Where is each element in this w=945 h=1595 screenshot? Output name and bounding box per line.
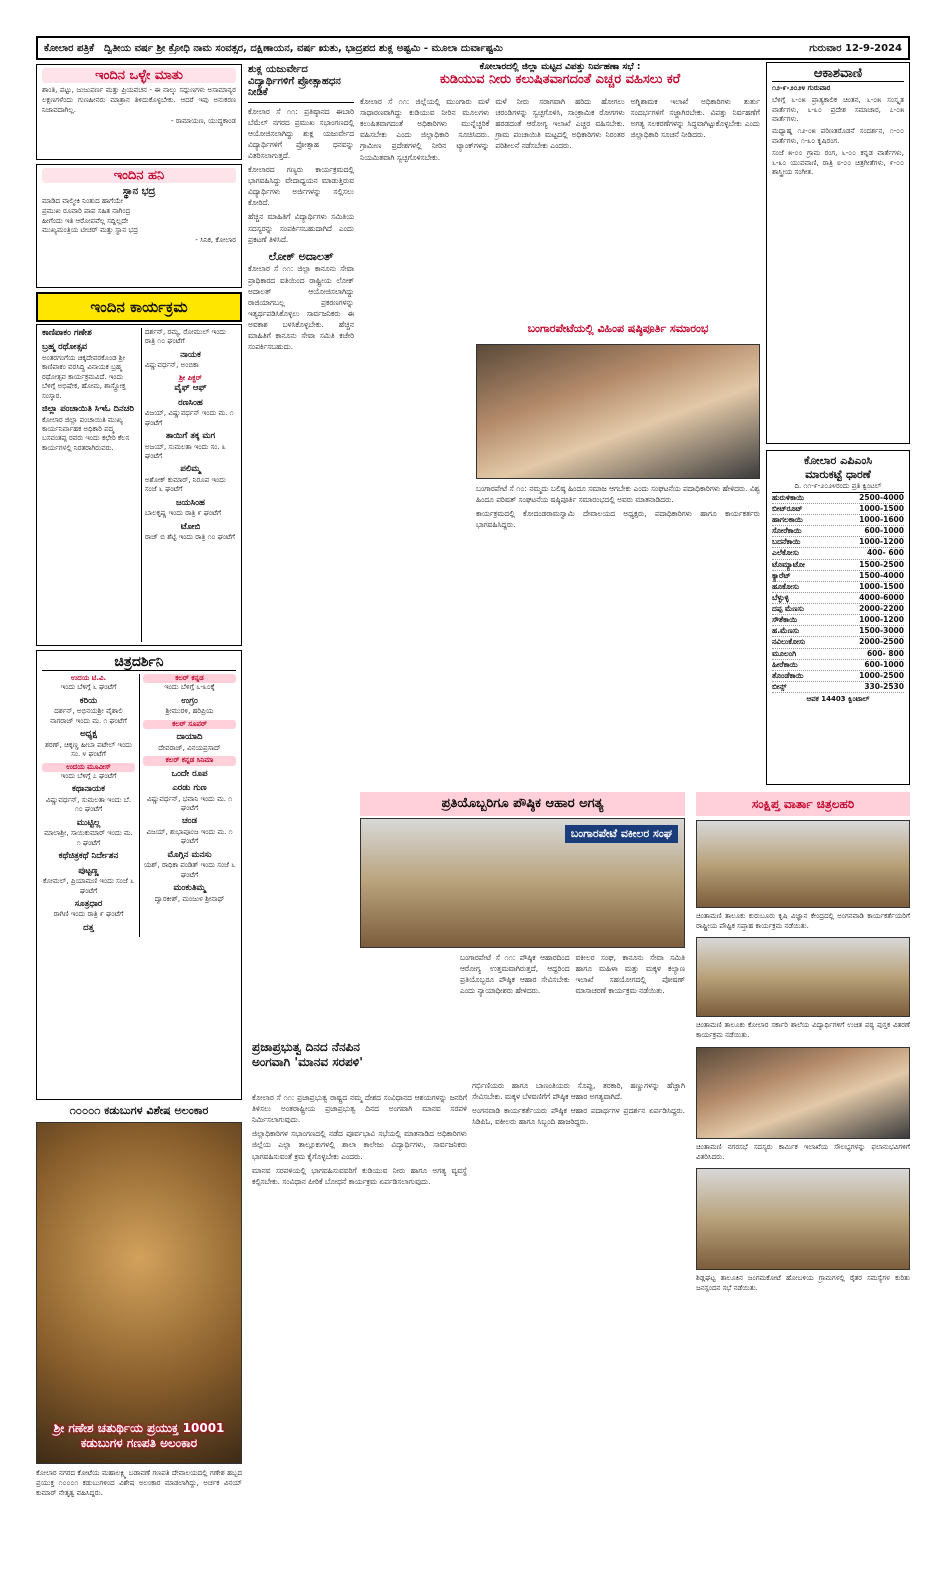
cinema-item: ಮೊಗ್ಗಿನ ಮನಸು ಯಶ್, ರಾಧಿಕಾ ಪಂಡಿತ್ ಇಂದು ಸಂಜೆ ೬ ಘಂಟೆಗೆ [143, 849, 236, 879]
democracy-headline: ಪ್ರಜಾಪ್ರಭುತ್ವ ದಿನದ ನೆನಪಿನ [252, 1040, 360, 1054]
vhp-photo [476, 344, 760, 479]
apmc-row [772, 649, 904, 660]
apmc-row [772, 682, 904, 693]
programs-left-col [42, 328, 137, 642]
apmc-item: ಬೀನ್ಸ್ [772, 681, 787, 691]
yajur-para: ಕೋಲಾರದ ಗಣ್ಯರು ಕಾರ್ಯಕ್ರಮದಲ್ಲಿ ಭಾಗವಹಿಸಿದ್ದು ವೇದಾಧ್ಯಯನ ಮಾಡುತ್ತಿರುವ ವಿದ್ಯಾರ್ಥಿಗಳು ಅರ್ಜಿಗಳನ್ನು ಸಲ್ಲಿಸಲು ಕೋರಿದೆ. [248, 165, 354, 208]
nutrition-banner: ಬಂಗಾರಪೇಟೆ ವಕೀಲರ ಸಂಘ [565, 825, 678, 843]
nutrition-body-cont [472, 1080, 685, 1562]
cinema-right-col [139, 674, 236, 937]
apmc-price: 1500-4000 [859, 570, 904, 580]
good-word-source: - ರಾಮಾಯಣ, ಯುದ್ಧಕಾಂಡ [171, 117, 236, 126]
nutrition-para: ಬಂಗಾರಪೇಟೆ ಸೆ ೧೧: ಪೌಷ್ಠಿಕ ಆಹಾರದಿಂದ ಆರೋಗ್ಯ ಉತ್ತಮವಾಗಿರುತ್ತದೆ, ಆದ್ದರಿಂದ ಪ್ರತಿಯೊಬ್ಬರೂ ಪೌಷ್ಠಿಕ ಆಹಾರ ಸೇವಿಸಬೇಕು ಎಂದು ನ್ಯಾಯಾಧೀಶರು ಹೇಳಿದರು. [460, 953, 570, 996]
paper-name: ಕೋಲಾರ ಪತ್ರಿಕೆ [44, 42, 94, 54]
cinema-left-col [42, 674, 135, 937]
ganesha-caption: ಕೋಲಾರ ನಗರದ ಕೋಟೆಯ ಮಹಾಲಕ್ಷ್ಮಿ ಬಡಾವಣೆ ಗಣಪತಿ ದೇವಾಲಯದಲ್ಲಿ ಗಣೇಶ ಹಬ್ಬದ ಪ್ರಯುಕ್ತ ೧೦೦೦೧ ಕಡುಬುಗಳಿಂದ ವಿಶೇಷ ಅಲಂಕಾರ ಮಾಡಲಾಗಿದ್ದು, ಅರ್ಚಕ ವಿನಯ್ ಕುಮಾರ್ ನೇತೃತ್ವ ವಹಿಸಿದ್ದರು. [36, 1469, 242, 1498]
panchanga-line: ದ್ವಿತೀಯ ವರ್ಷ ಶ್ರೀ ಕ್ರೋಧಿ ನಾಮ ಸಂವತ್ಸರ, ದಕ್ಷಿಣಾಯನ, ವರ್ಷ ಋತು, ಭಾದ್ರಪದ ಶುಕ್ಲ ಅಷ್ಟಮಿ - ಮೂಲಾ ದುರ್ವಾಷ್ಟಮಿ [103, 42, 503, 54]
apmc-row [772, 526, 904, 537]
apmc-row [772, 604, 904, 615]
apmc-price: 1000-1200 [859, 615, 904, 625]
program-item: ಕಾಣಿಪಾಕಂ ಗಣೇಶ [42, 328, 92, 338]
honey-line: ಪ್ರಮುಖ ರೂವಾರಿ ಪಾಪ ಸಹಿತ ನಾಗಿಂದ್ರ [42, 206, 131, 215]
apmc-row [772, 637, 904, 648]
yajur-article [248, 64, 354, 664]
apmc-unit: ದಿ. ೧೧-೯-೨೦೨೪ರಂದು ಪ್ರತಿ ಕ್ವಿಂಟಲ್ [772, 482, 904, 493]
democracy-para: ಮಾನವ ಸರಪಳಿಯಲ್ಲಿ ಭಾಗವಹಿಸುವವರಿಗೆ ಕುಡಿಯುವ ನೀರು ಹಾಗೂ ಅಗತ್ಯ ವ್ಯವಸ್ಥೆ ಕಲ್ಪಿಸಬೇಕು. ಸಂವಿಧಾನ ಪೀಠಿಕೆ ಬೋಧನೆ ಕಾರ್ಯಕ್ರಮ ಏರ್ಪಡಿಸಲಾಗುವುದು. [252, 1165, 467, 1186]
brief-photo [696, 937, 910, 1017]
apmc-item: ಹೀರೆಕಾಯಿ [772, 659, 798, 669]
cinema-item: ಉದಯ ಟಿ.ವಿ. ಇಂದು ಬೆಳಿಗ್ಗೆ ೬ ಘಂಟೆಗೆ [60, 674, 117, 692]
masthead [36, 36, 910, 60]
apmc-row [772, 615, 904, 626]
main-kicker: ಕೋಲಾರದಲ್ಲಿ ಜಿಲ್ಲಾ ಮಟ್ಟದ ವಿಪತ್ತು ನಿರ್ವಹಣಾ ಸಭೆ : [479, 62, 641, 72]
apmc-row [772, 571, 904, 582]
democracy-headline-block [252, 1040, 472, 1090]
yajur-para: ಕೋಲಾರ ಸೆ ೧೧: ಪ್ರತಿಷ್ಠಾನದ ಈಬಾರಿ ಬೆಮೆಲ್ ನಗರದ ಪ್ರಮುಖ ಸಭಾಂಗಣದಲ್ಲಿ ಆಯೋಜಿಸಲಾಗಿದ್ದು ಶುಕ್ಲ ಯಜುರ್ವೇದ ವಿದ್ಯಾರ್ಥಿಗಳಿಗೆ ಪ್ರೋತ್ಸಾಹ ಧನವನ್ನು ವಿತರಿಸಲಾಗುತ್ತದೆ. [248, 106, 354, 160]
apmc-price: 600-1000 [864, 526, 904, 536]
honey-title: ಇಂದಿನ ಹನಿ [42, 168, 236, 183]
apmc-item: ಸೌತೆಕಾಯಿ [772, 615, 798, 625]
program-item: ಟೋಬಿ ರಾಜ್ ಬಿ ಶೆಟ್ಟಿ ಇಂದು ರಾತ್ರಿ ೧೦ ಘಂಟೆಗೆ [144, 521, 235, 542]
apmc-price: 600- 800 [866, 648, 904, 658]
radio-line: ಮಧ್ಯಾಹ್ನ ೧೨-೦೫ ಪರಿಣತರೊಡನೆ ಸಂದರ್ಶನ, ೧-೦೦ ವಾರ್ತೆಗಳು, ೧-೩೦ ಕೃಷಿರಂಗ. [772, 127, 904, 145]
democracy-body [252, 1092, 467, 1562]
cinema-item: ಅಧ್ಯಕ್ಷ ಶರಣ್, ಚಿಕ್ಕಣ್ಣ ಹೀಬಾ ಪಟೇಲ್ ಇಂದು ಸಂ. ೪ ಘಂಟೆಗೆ [45, 729, 132, 759]
apmc-price: 2000-2200 [859, 604, 904, 614]
programs-right-col [141, 328, 236, 642]
apmc-price: 1000-1500 [859, 581, 904, 591]
cinema-item: ಕಲರ್ ಸೂಪರ್ [143, 720, 236, 729]
cinema-item: ಉಗ್ರಂ ಶ್ರೀಮುರಳಿ, ಹರಿಪ್ರಿಯ [165, 695, 214, 716]
adalat-headline: ಲೋಕ್ ಅದಾಲತ್ [268, 249, 334, 263]
brief-caption: ಚಿಂತಾಮಣಿ ನಗರಸಭೆ ಸದಸ್ಯರು ಕಾರ್ಮಿಕ ಇಲಾಖೆಯ ಸೌಲಭ್ಯಗಳನ್ನು ಫಲಾನುಭವಿಗಳಿಗೆ ವಿತರಿಸಿದರು. [696, 1142, 910, 1161]
apmc-item: ಬೀಟ್‌ರೂಟ್ [772, 503, 803, 513]
cinema-item: ಕಥೆಚಿತ್ರಕಥೆ ನಿರ್ದೇಶನ [58, 851, 119, 862]
radio-line: ಬೆಳಿಗ್ಗೆ ೬-೦೫ ಪ್ರಾತ್ಯಕಾಲಿಕ ಚಿಂತನ, ೬-೦೫ ಸಂಸ್ಕೃತ ವಾರ್ತೆಗಳು, ೬-೩೦ ಪ್ರದೇಶ ಸಮಾಚಾರ, ೭-೦೫ ವಾರ್ತೆಗಳು. [772, 95, 904, 124]
program-item: ದರ್ಶನ್, ರಮ್ಯ, ರೋಮುಲ್ ಇಂದು ರಾತ್ರಿ ೧೦ ಘಂಟೆಗೆ [144, 328, 227, 346]
program-item: ತಾಯಿಗೆ ತಕ್ಕ ಮಗ ಅಜಯ್, ಸುಮಲತಾ ಇಂದು ಸಂ. ೩ ಘಂಟೆಗೆ [144, 431, 226, 460]
main-story-body [360, 96, 760, 318]
democracy-para: ಕೋಲಾರ ಸೆ ೧೧: ಪ್ರಜಾಪ್ರಭುತ್ವ ರಾಷ್ಟ್ರದ ನಮ್ಮ ದೇಶದ ಸಂವಿಧಾನದ ಆಶಯಗಳನ್ನು ಜನರಿಗೆ ತಿಳಿಸಲು ಅಂತರಾಷ್ಟ್ರೀಯ ಪ್ರಜಾಪ್ರಭುತ್ವ ದಿನದ ಅಂಗವಾಗಿ ಮಾನವ ಸರಪಳಿ ನಿರ್ಮಿಸಲಾಗುವುದು. [252, 1093, 467, 1125]
apmc-price: 1000-1600 [859, 515, 904, 525]
radio-header: ೧೨-೯-೨೦೨೪ ಗುರುವಾರ [772, 84, 831, 92]
adalat-para: ಕೋಲಾರ ಸೆ ೧೧: ಜಿಲ್ಲಾ ಕಾನೂನು ಸೇವಾ ಪ್ರಾಧಿಕಾರದ ವತಿಯಿಂದ ರಾಷ್ಟ್ರೀಯ ಲೋಕ್ ಅದಾಲತ್ ಆಯೋಜಿಸಲಾಗಿದ್ದು ರಾಜಿಯಾಗಬಲ್ಲ ಪ್ರಕರಣಗಳನ್ನು ಇತ್ಯರ್ಥಪಡಿಸಿಕೊಳ್ಳಲು ಸಾರ್ವಜನಿಕರು ಈ ಅವಕಾಶ ಬಳಸಿಕೊಳ್ಳಬೇಕು. ಹೆಚ್ಚಿನ ಮಾಹಿತಿಗೆ ಕಾನೂನು ಸೇವಾ ಸಮಿತಿ ಕಚೇರಿ ಸಂಪರ್ಕಿಸಬಹುದು. [248, 264, 354, 352]
apmc-item: ದಪ್ಪ ಮೆಣಸು [772, 604, 804, 614]
program-item: ಜಿಲ್ಲಾ ಪಂಚಾಯಿತಿ ಸಿಇಓ ದಿನಚರಿ ಕೋಲಾರ ಜಿಲ್ಲಾ ಪಂಚಾಯಿತಿ ಮುಖ್ಯ ಕಾರ್ಯನಿರ್ವಾಹಕ ಅಧಿಕಾರಿ ಪದ್ಮ ಬಸವಂತಪ್ಪ ರವರು ಇಂದು ಕಛೇರಿ ಕೆಲಸ ಕಾರ್ಯಗಳಲ್ಲಿ ನಿರತರಾಗಿರುವರು. [42, 404, 135, 452]
honey-line: ಮುಖ್ಯಮಂತ್ರಿಯ ಟೀಚರ್ ಮತ್ತು ಸ್ಥಾನ ಭದ್ರ [42, 226, 139, 235]
programs-title: ಇಂದಿನ ಕಾರ್ಯಕ್ರಮ [36, 292, 242, 322]
cinema-item: ಪುಟ್ಟಣ್ಣ ಕೋಮಲ್, ಪ್ರಿಯಾಮಣಿ ಇಂದು ಸಂಜೆ ೬ ಘಂಟೆಗೆ [43, 865, 134, 895]
apmc-row [772, 671, 904, 682]
cinema-item: ಮಂಕುತಿಮ್ಮ ದ್ವಾರಕೀಶ್, ಮಂಜುಳ ಶ್ರೀನಾಥ್ [154, 883, 225, 903]
nutrition-headline: ಪ್ರತಿಯೊಬ್ಬರಿಗೂ ಪೌಷ್ಠಿಕ ಆಹಾರ ಅಗತ್ಯ [360, 792, 685, 816]
apmc-item: ಹುರುಳಿಕಾಯಿ [772, 492, 805, 502]
democracy-para: ಜಿಲ್ಲಾಧಿಕಾರಿಗಳ ಸಭಾಂಗಣದಲ್ಲಿ ನಡೆದ ಪೂರ್ವಭಾವಿ ಸಭೆಯಲ್ಲಿ ಮಾತನಾಡಿದ ಅಧಿಕಾರಿಗಳು ಜಿಲ್ಲೆಯ ಎಲ್ಲಾ ತಾಲ್ಲೂಕುಗಳಲ್ಲಿ ಶಾಲಾ ಕಾಲೇಜು ವಿದ್ಯಾರ್ಥಿಗಳು, ಸಾರ್ವಜನಿಕರು ಭಾಗವಹಿಸುವಂತೆ ಕ್ರಮ ಕೈಗೊಳ್ಳಬೇಕು ಎಂದರು. [252, 1129, 467, 1161]
ganesha-overlay: ಶ್ರೀ ಗಣೇಶ ಚತುರ್ಥಿಯ ಪ್ರಯುಕ್ತ 10001 ಕಡುಬುಗಳ ಗಣಪತಿ ಅಲಂಕಾರ [53, 1421, 225, 1450]
cinema-item: ದತ್ತ [83, 922, 94, 933]
good-word-title: ಇಂದಿನ ಒಳ್ಳೇ ಮಾತು [42, 68, 236, 83]
radio-box [766, 62, 910, 444]
apmc-row [772, 537, 904, 548]
apmc-price: 330-2530 [864, 681, 904, 691]
apmc-price: 2000-2500 [859, 637, 904, 647]
apmc-row [772, 582, 904, 593]
apmc-item: ಸೋರೆಕಾಯಿ [772, 526, 802, 536]
radio-line: ಸಂಜೆ ೫-೦೦ ಗ್ರಾಮ ರಂಗ, ೬-೦೦ ಕನ್ನಡ ವಾರ್ತೆಗಳು, ೬-೩೦ ಯುವವಾಣಿ, ರಾತ್ರಿ ೮-೦೦ ಚಿತ್ರಗೀತೆಗಳು, ೯-೦೦ ಶಾಸ್ತ್ರೀಯ ಸಂಗೀತ. [772, 148, 904, 177]
good-word-box [36, 64, 242, 160]
apmc-row [772, 515, 904, 526]
radio-title: ಆಕಾಶವಾಣಿ [772, 66, 904, 82]
nutrition-photo [360, 818, 685, 948]
apmc-price: 600-1000 [864, 659, 904, 669]
nutrition-para: ಅಂಗನವಾಡಿ ಕಾರ್ಯಕರ್ತೆಯರು ಪೌಷ್ಠಿಕ ಆಹಾರ ಪದಾರ್ಥಗಳ ಪ್ರದರ್ಶನ ಏರ್ಪಡಿಸಿದ್ದರು. ಸಿಡಿಪಿಓ, ವಕೀಲರು ಹಾಗೂ ಸಿಬ್ಬಂದಿ ಹಾಜರಿದ್ದರು. [472, 1106, 685, 1127]
apmc-item: ನವಿಲುಕೋಸು [772, 637, 806, 647]
briefs-headline: ಸಂಕ್ಷಿಪ್ತ ವಾರ್ತಾ ಚಿತ್ರಲಹರಿ [696, 792, 910, 816]
brief-caption: ಚಿಂತಾಮಣಿ ತಾಲೂಕು ಕೋಲಾರ ಸರ್ಕಾರಿ ಶಾಲೆಯ ವಿದ್ಯಾರ್ಥಿಗಳಿಗೆ ಉಚಿತ ಪಠ್ಯ ಪುಸ್ತಕ ವಿತರಣೆ ಕಾರ್ಯಕ್ರಮ ನಡೆಯಿತು. [696, 1021, 910, 1040]
vhp-para: ಬಂಗಾರಪೇಟೆ ಸೆ ೧೦: ನಮ್ಮದು ಬಲಿಷ್ಠ ಹಿಂದೂ ಸಮಾಜ ಆಗಬೇಕು ಎಂದು ಸಂಘಟನೆಯ ಪದಾಧಿಕಾರಿಗಳು ಹೇಳಿದರು. ವಿಶ್ವ ಹಿಂದೂ ಪರಿಷತ್ ಸಂಘಟನೆಯ ಷಷ್ಠಿಪೂರ್ತಿ ಸಮಾರಂಭದಲ್ಲಿ ಅವರು ಮಾತನಾಡಿದರು. [476, 484, 760, 505]
honey-author: - ಸಿನಿಕ, ಕೋಲಾರ [195, 236, 236, 245]
apmc-row [772, 660, 904, 671]
apmc-price: 2500-4000 [859, 492, 904, 502]
program-item: ನಾಯಕ ವಿಷ್ಣುವರ್ಧನ್, ಅಂಬಿಕಾ [144, 349, 201, 370]
apmc-item: ಹ.ಮೆಣಸು [772, 626, 800, 636]
main-para: ಕೋಲಾರ ಸೆ ೧೧: ಜಿಲ್ಲೆಯಲ್ಲಿ ಮುಂಗಾರು ಮಳೆ ಸಾಧಾರಣವಾಗಿದ್ದು ಕುಡಿಯುವ ನೀರಿನ ಮೂಲಗಳು ಕಲುಷಿತವಾಗದಂತೆ ಅಧಿಕಾರಿಗಳು ಮುನ್ನೆಚ್ಚರಿಕೆ ವಹಿಸಬೇಕು ಎಂದು ಜಿಲ್ಲಾಧಿಕಾರಿ ಸೂಚಿಸಿದರು. ಗ್ರಾಮೀಣ ಪ್ರದೇಶಗಳಲ್ಲಿ ನೀರಿನ ಟ್ಯಾಂಕ್‌ಗಳನ್ನು ನಿಯಮಿತವಾಗಿ ಸ್ವಚ್ಛಗೊಳಿಸಬೇಕು. [360, 97, 490, 162]
apmc-row [772, 504, 904, 515]
brief-photo [696, 1168, 910, 1270]
cinema-title: ಚಿತ್ರದರ್ಶಿನಿ [42, 654, 236, 671]
apmc-item: ಹಾಗಲಕಾಯಿ [772, 515, 803, 525]
cinema-item: ಕಲರ್ ಕನ್ನಡ ಸಿನಿಮಾ [143, 756, 236, 765]
apmc-price: 1500-2500 [859, 559, 904, 569]
cinema-item: ಮುಟ್ಟಿಲ್ಲ ಮಾಲಾಶ್ರೀ, ಸಾಯಿಕುಮಾರ್ ಇಂದು ಮ. ೧ ಘಂಟೆಗೆ [44, 817, 133, 847]
apmc-box [766, 450, 910, 785]
vhp-headline: ಬಂಗಾರಪೇಟೆಯಲ್ಲಿ ವಿಹಿಂಪ ಷಷ್ಠಿಪೂರ್ತಿ ಸಮಾರಂಭ [527, 322, 709, 335]
cinema-item: ದಾಯಾದಿ ದೇವರಾಜ್, ವಿನಯಪ್ರಸಾದ್ [158, 732, 221, 752]
apmc-item: ಬದನೆಕಾಯಿ [772, 537, 801, 547]
ganesha-photo [36, 1122, 242, 1464]
apmc-item: ತೊಂಡೆಕಾಯಿ [772, 670, 804, 680]
honey-box [36, 164, 242, 288]
brief-caption: ಚಿಂತಾಮಣಿ ತಾಲೂಕು ಕುರುಬೂರು ಕೃಷಿ ವಿಜ್ಞಾನ ಕೇಂದ್ರದಲ್ಲಿ ಅಂಗನವಾಡಿ ಕಾರ್ಯಕರ್ತೆಯರಿಗೆ ರಾಷ್ಟ್ರೀಯ ಪೌಷ್ಟಿಕ ಸಪ್ತಾಹ ಕಾರ್ಯಕ್ರಮ ನಡೆಯಿತು. [696, 912, 910, 931]
cinema-item: ಚಂಡ ವಿಜಯ್, ಶುಭಾಪೂಂಜ ಇಂದು ಮ. ೧ ಘಂಟೆಗೆ [146, 816, 233, 846]
apmc-price: 1500-3000 [859, 626, 904, 636]
good-word-text: ಶಾಂತಿ, ಪಟ್ಟು, ಜುಜುಪರ್ಣ ಮತ್ತು ಪ್ರಿಯವಚನ - ಈ ನಾಲ್ಕು ಸದ್ಗುಣಗಳು ಅಸಾಮಾನ್ಯರ ಲಕ್ಷಣಗಳೆಂದು ಗುಣಹೀನರು ಮಾತ್ರಾನ ತಿಳಿದುಕೊಳ್ಳಬೇಕು. ಆದರೆ ಇವು ಅನುಕರಣ ನಿಜಾವದಾಗಿಲ್ಲ. [42, 86, 236, 114]
main-para: ಅಗ್ನಿಶಾಮಕ ಇಲಾಖೆ ಅಧಿಕಾರಿಗಳು ತುರ್ತು ಸಂದರ್ಭಗಳಿಗೆ ಸಜ್ಜಾಗಿರಬೇಕು. ವಿಪತ್ತು ನಿರ್ವಹಣೆಗೆ ಅಗತ್ಯ ಸಲಕರಣೆಗಳನ್ನು ಸಿದ್ಧವಾಗಿಟ್ಟುಕೊಳ್ಳಬೇಕು ಎಂದು ಜಿಲ್ಲಾಧಿಕಾರಿ ಸೂಚನೆ ನೀಡಿದರು. [630, 97, 760, 140]
nutrition-para: ಗರ್ಭಿಣಿಯರು ಹಾಗೂ ಬಾಣಂತಿಯರು ಸೊಪ್ಪು, ತರಕಾರಿ, ಹಣ್ಣುಗಳನ್ನು ಹೆಚ್ಚಾಗಿ ಸೇವಿಸಬೇಕು. ಮಕ್ಕಳ ಬೆಳವಣಿಗೆಗೆ ಪೌಷ್ಠಿಕ ಆಹಾರ ಅಗತ್ಯವಾಗಿದೆ. [472, 1081, 685, 1102]
cinema-item: ಕಲರ್ ಕನ್ನಡ ಇಂದು ಬೆಳಿಗ್ಗೆ ೬-೩೦ಕ್ಕೆ [143, 674, 236, 693]
honey-line: ಹೀಗೆಂದು ಇತಿ ಆರೋಪವೆಲ್ಲ ಸದ್ದಿಲ್ಲದೇ [42, 216, 129, 225]
cinema-item: ಸೂತ್ರಧಾರ ರಾಗಿಣಿ ಇಂದು ರಾತ್ರಿ ೯ ಘಂಟೆಗೆ [53, 898, 124, 919]
apmc-item: ಕ್ಯಾರೆಟ್ [772, 570, 791, 580]
main-headline: ಕುಡಿಯುವ ನೀರು ಕಲುಷಿತವಾಗದಂತೆ ಎಚ್ಚರ ವಹಿಸಲು ಕರೆ [439, 72, 681, 87]
honey-line: ಮಾಡಿದ ವಾಲ್ಮೀಕಿ ನಿಂತುದ ಹಾಗೆಯೇ [42, 197, 124, 205]
apmc-price: 4000-6000 [859, 592, 904, 602]
apmc-table [772, 493, 904, 693]
apmc-item: ಮೂಲಂಗಿ [772, 648, 797, 658]
apmc-price: 400- 600 [866, 548, 904, 558]
yajur-para: ಹೆಚ್ಚಿನ ಮಾಹಿತಿಗೆ ವಿದ್ಯಾರ್ಥಿಗಳು ಸಮಿತಿಯ ಸದಸ್ಯರನ್ನು ಸಂಪರ್ಕಿಸಬಹುದಾಗಿದೆ ಎಂದು ಪ್ರಕಟಣೆ ತಿಳಿಸಿದೆ. [248, 212, 354, 244]
democracy-headline: ಅಂಗವಾಗಿ 'ಮಾನವ ಸರಪಳಿ' [252, 1055, 363, 1069]
cinema-item: ಕಥಾನಾಯಕ ವಿಷ್ಣುವರ್ಧನ್, ಸುಮಲತಾ ಇಂದು ಬೆ. ೧೦ ಘಂಟೆಗೆ [45, 784, 132, 814]
program-item: ಶ್ರೀ ಪಿಕ್ಚರ್ ವೈಫ್ ಆಫ್ [174, 373, 207, 394]
apmc-row [772, 560, 904, 571]
program-item: ರಣಸಿಂಹ ವಿಜಯ್, ವಿಷ್ಣುವರ್ಧನ್ ಇಂದು ಮ. ೧ ಘಂಟೆಗೆ [144, 397, 234, 427]
brief-caption: ಶಿಡ್ಲಘಟ್ಟ ತಾಲೂಕಿನ ಜಂಗಮಕೋಟೆ ಹೋಬಳಿಯ ಗ್ರಾಮಗಳಲ್ಲಿ ರೈತರ ಸಮಸ್ಯೆಗಳ ಕುರಿತು ಜನಸ್ಪಂದನ ಸಭೆ ನಡೆಯಿತು. [696, 1273, 910, 1292]
cinema-item: ಎರಡು ಗುಣ ವಿಷ್ಣುವರ್ಧನ್, ಭವಾನಿ ಇಂದು ಮ. ೧ ಘಂಟೆಗೆ [146, 783, 233, 812]
programs-box [36, 324, 242, 646]
apmc-price: 1000-1200 [859, 537, 904, 547]
apmc-row [772, 626, 904, 637]
apmc-price: 1000-2500 [859, 670, 904, 680]
briefs-column [696, 820, 910, 1565]
brief-photo [696, 820, 910, 908]
apmc-subtitle: ಮಾರುಕಟ್ಟೆ ಧಾರಣೆ [805, 468, 871, 481]
honey-subtitle: ಸ್ಥಾನ ಭದ್ರ [122, 186, 156, 197]
apmc-item: ಬೆಳ್ಳುಳ್ಳಿ [772, 592, 789, 602]
vhp-body [476, 483, 760, 783]
nutrition-para: ವಕೀಲರ ಸಂಘ, ಕಾನೂನು ಸೇವಾ ಸಮಿತಿ ಹಾಗೂ ಮಹಿಳಾ ಮತ್ತು ಮಕ್ಕಳ ಕಲ್ಯಾಣ ಇಲಾಖೆ ಸಹಯೋಗದಲ್ಲಿ ಪೋಷಣ್ ಮಾಸಾಚರಣೆ ಕಾರ್ಯಕ್ರಮ ನಡೆಯಿತು. [575, 953, 685, 996]
brief-photo [696, 1047, 910, 1139]
apmc-row [772, 493, 904, 504]
cinema-item: ಒಂದೇ ರೂಪ [171, 768, 208, 779]
main-para: ಮಳೆ ನೀರು ಸರಾಗವಾಗಿ ಹರಿದು ಹೋಗಲು ಚರಂಡಿಗಳನ್ನು ಸ್ವಚ್ಛಗೊಳಿಸಿ, ಸಾಂಕ್ರಾಮಿಕ ರೋಗಗಳು ಹರಡದಂತೆ ಆರೋಗ್ಯ ಇಲಾಖೆ ಎಚ್ಚರ ವಹಿಸಬೇಕು. ಗ್ರಾಮ ಪಂಚಾಯಿತಿ ಮಟ್ಟದಲ್ಲಿ ಅಧಿಕಾರಿಗಳು ನಿರಂತರ ಪರಿಶೀಲನೆ ನಡೆಸಬೇಕು ಎಂದರು. [495, 97, 625, 151]
apmc-arrival: ಆವಕ 14403 ಕ್ವಿಂಟಾಲ್ [806, 695, 870, 704]
apmc-row [772, 593, 904, 604]
apmc-price: 1000-1500 [859, 503, 904, 513]
nutrition-body [460, 952, 685, 1072]
apmc-item: ಟೊಮ್ಯಾಟೋ [772, 559, 805, 569]
issue-date: ಗುರುವಾರ 12-9-2024 [809, 42, 902, 54]
vhp-para: ಕಾರ್ಯಕ್ರಮದಲ್ಲಿ ಕೋದಂಡರಾಮಸ್ವಾಮಿ ದೇವಾಲಯದ ಅಧ್ಯಕ್ಷರು, ಪದಾಧಿಕಾರಿಗಳು ಹಾಗೂ ಕಾರ್ಯಕರ್ತರು ಭಾಗವಹಿಸಿದ್ದರು. [476, 509, 760, 530]
cinema-item: ಕರಿಯ ದರ್ಶನ್, ಅಭಿನಯಶ್ರೀ ವೈಶಾಲಿ ನಾಗರಾಜ್ ಇಂದು ಮ. ೧ ಘಂಟೆಗೆ [50, 695, 127, 725]
yajur-headline: ಶುಕ್ಲ ಯಜುರ್ವೇದ ವಿದ್ಯಾರ್ಥಿಗಳಿಗೆ ಪ್ರೋತ್ಸಾಹಧನ ನೀಡಿಕೆ [248, 64, 341, 98]
apmc-row [772, 548, 904, 559]
program-item: ಬ್ರಹ್ಮ ರಥೋತ್ಸವ ಅಂತರಗಂಗೆಯ ಚಿಕ್ಕದೇವರಕೊಂಡ ಶ್ರೀ ಕಾಣಿಪಾಕಂ ವರಸಿದ್ಧಿ ವಿನಾಯಕ ಬ್ರಹ್ಮ ರಥೋತ್ಸವ ಕಾರ್ಯಕ್ರಮವಿದೆ. ಇಂದು ಬೆಳಿಗ್ಗೆ ಅಭಿಷೇಕ, ಹೋಮ, ಶಾಸ್ತ್ರೋಕ್ತ ಸಂಸ್ಕಾರ. [42, 342, 126, 400]
program-item: ಜಯಸಿಂಹ ಬಾಲಕೃಷ್ಣ ಇಂದು ರಾತ್ರಿ ೯ ಘಂಟೆಗೆ [144, 497, 222, 518]
program-item: ಪಲಿಮ್ಮ ಅಶೋಕ್ ಕುಮಾರ್, ನಿರೂಪ ಇಂದು ಸಂಜೆ ೬ ಘಂಟೆಗೆ [144, 464, 226, 494]
apmc-title: ಕೋಲಾರ ಎಪಿಎಂಸಿ [803, 454, 873, 467]
cinema-item: ಉದಯ ಮೂವೀಸ್ ಇಂದು ಬೆಳಿಗ್ಗೆ ೭ ಘಂಟೆಗೆ [42, 763, 135, 782]
apmc-item: ಹೂಕೋಸು [772, 581, 799, 591]
ganesha-box [36, 1104, 242, 1564]
ganesha-heading: ೧೦೦೦೧ ಕಡುಬುಗಳ ವಿಶೇಷ ಅಲಂಕಾರ [69, 1104, 209, 1117]
cinema-box [36, 650, 242, 1100]
apmc-item: ಎಲೆಕೋಸು [772, 548, 799, 558]
main-headline-block [360, 62, 760, 92]
